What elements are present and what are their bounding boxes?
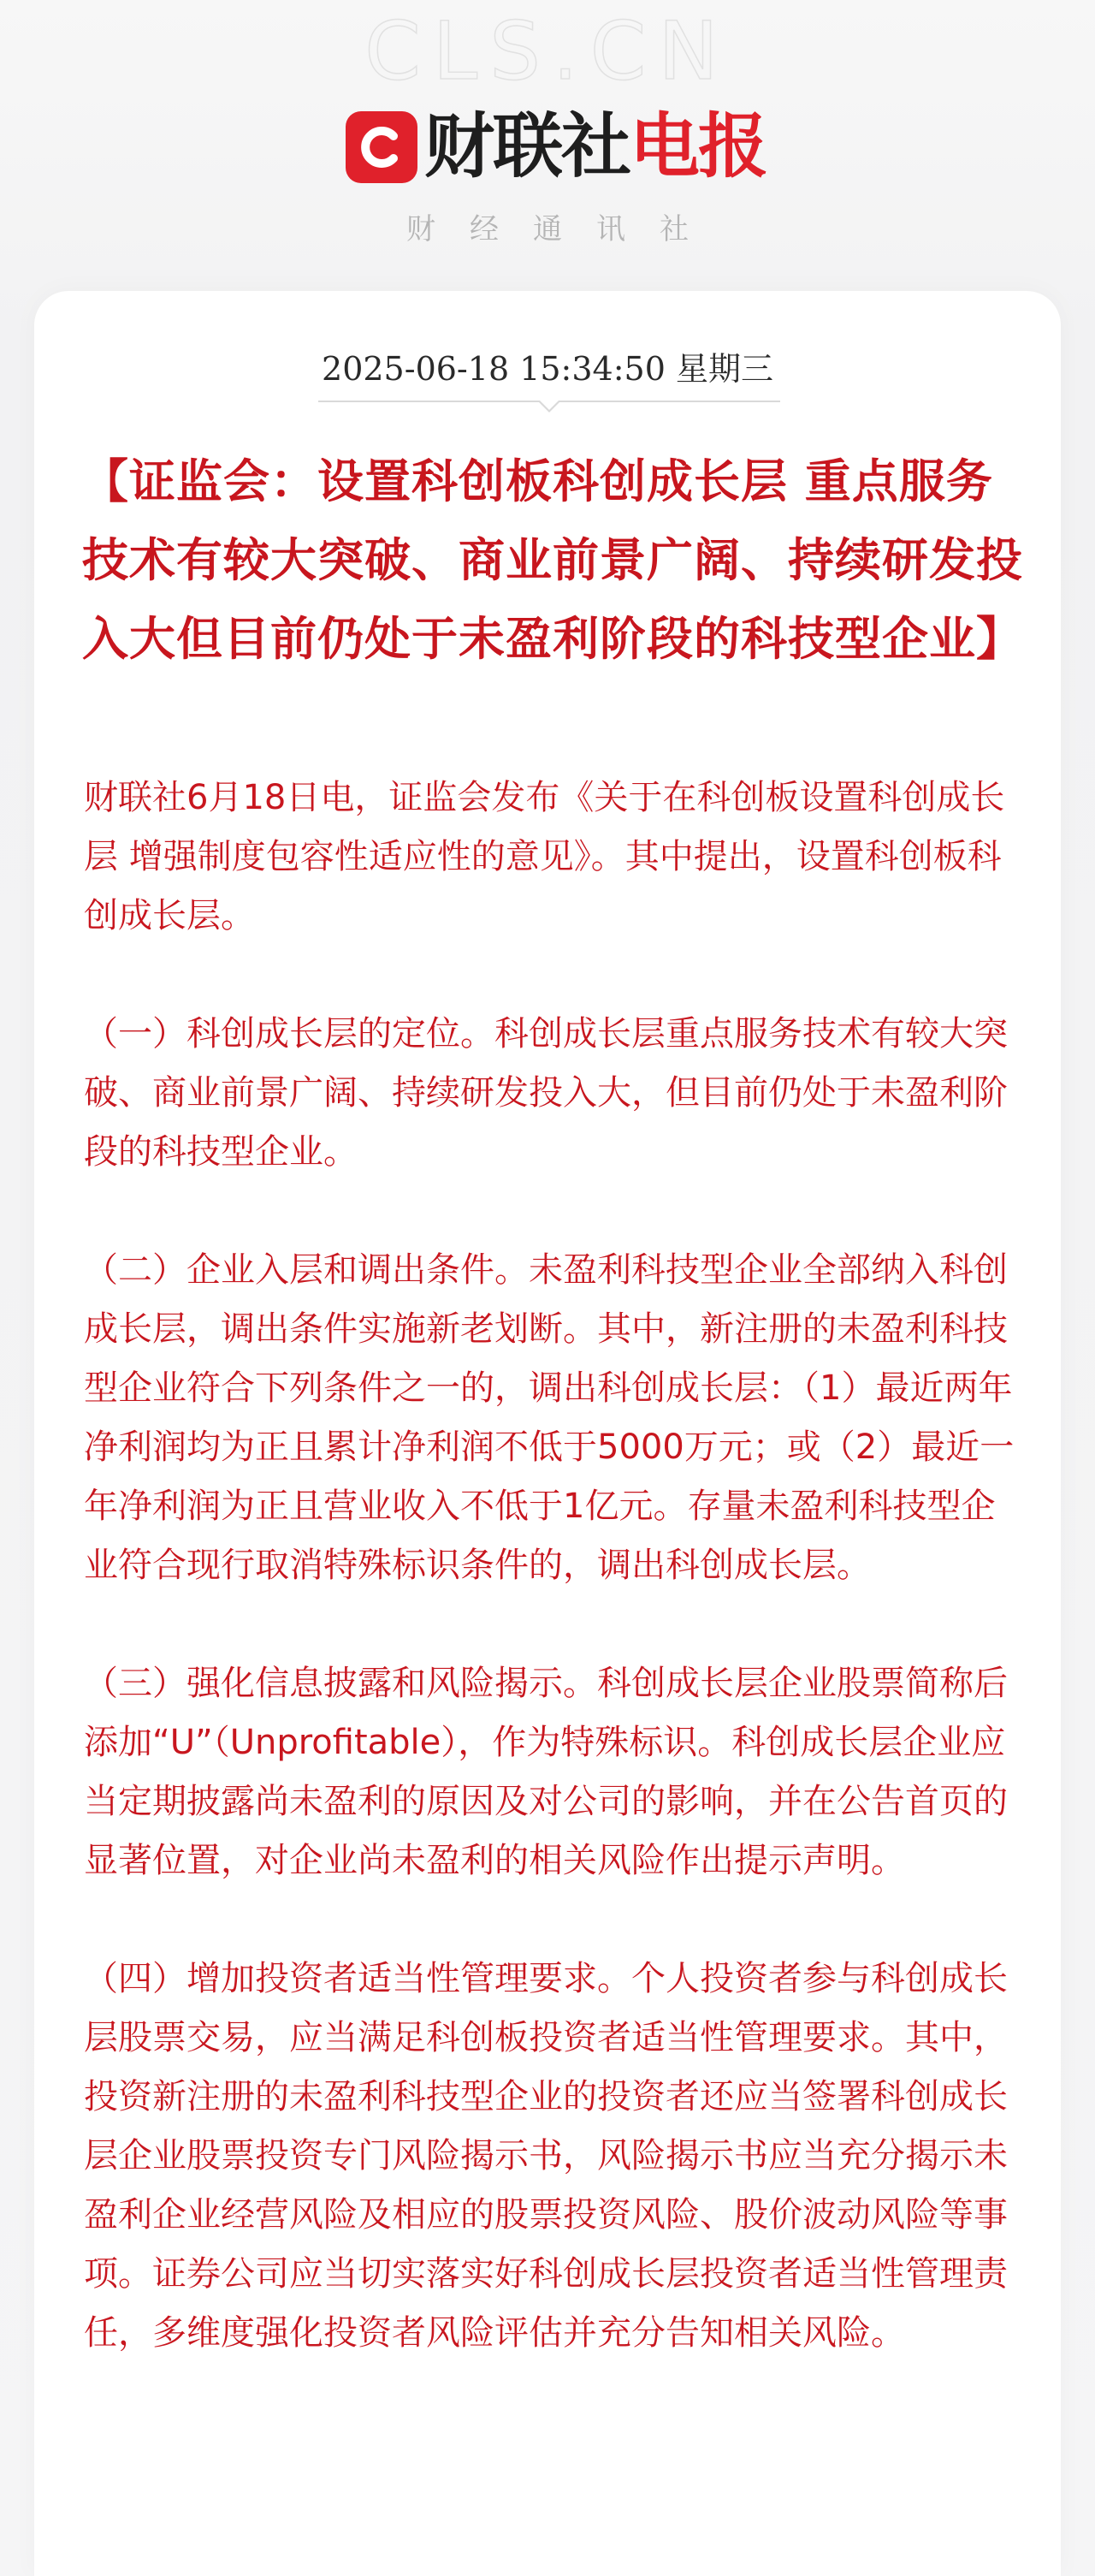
article-paragraph: 财联社6月18日电，证监会发布《关于在科创板设置科创成长层 增强制度包容性适应性的意见》。其中提出，设置科创板科创成长层。 [84, 778, 1005, 935]
c-logo-icon [346, 111, 417, 183]
article-paragraph: （四）增加投资者适当性管理要求。个人投资者参与科创成长层股票交易，应当满足科创板投资者适当性管理要求。其中，投资新注册的未盈利科技型企业的投资者还应当签署科创成长层企业股票投资专门风险揭示书，风险揭示书应当充分揭示未盈利企业经营风险及相应的股票投资风险、股价波动风险等事项。证券公司应当切实落实好科创成长层投资者适当性管理责任，多维度强化投资者风险评估并充分告知相关风险。 [84, 1959, 1008, 2353]
article-paragraph: （一）科创成长层的定位。科创成长层重点服务技术有较大突破、商业前景广阔、持续研发投入大，但目前仍处于未盈利阶段的科技型企业。 [84, 1014, 1008, 1172]
article-headline: 【证监会：设置科创板科创成长层 重点服务技术有较大突破、商业前景广阔、持续研发投入大但目前仍处于未盈利阶段的科技型企业】 [82, 454, 1023, 666]
watermark-text: CLS.CN [364, 5, 731, 98]
article-paragraph: （二）企业入层和调出条件。未盈利科技型企业全部纳入科创成长层，调出条件实施新老划断。其中，新注册的未盈利科技型企业符合下列条件之一的，调出科创成长层：（1）最近两年净利润均为正且累计净利润不低于5000万元；或（2）最近一年净利润为正且营业收入不低于1亿元。存量未盈利科技型企业符合现行取消特殊标识条件的，调出科创成长层。 [84, 1250, 1015, 1585]
brand-name: 财联社 [423, 106, 630, 187]
brand-tag: 电报 [630, 106, 767, 187]
brand-logo [346, 106, 767, 187]
article-datetime: 2025-06-18 15:34:50 星期三 [322, 350, 773, 388]
date-divider-notch-fill [539, 400, 559, 410]
brand-subtitle: 财经通讯社 [406, 212, 723, 246]
article-body [84, 769, 1021, 2422]
article-paragraph: （三）强化信息披露和风险揭示。科创成长层企业股票简称后添加“U”（Unprofitable），作为特殊标识。科创成长层企业应当定期披露尚未盈利的原因及对公司的影响，并在公告首页的显著位置，对企业尚未盈利的相关风险作出提示声明。 [84, 1664, 1008, 1880]
brand-header [0, 106, 1095, 187]
